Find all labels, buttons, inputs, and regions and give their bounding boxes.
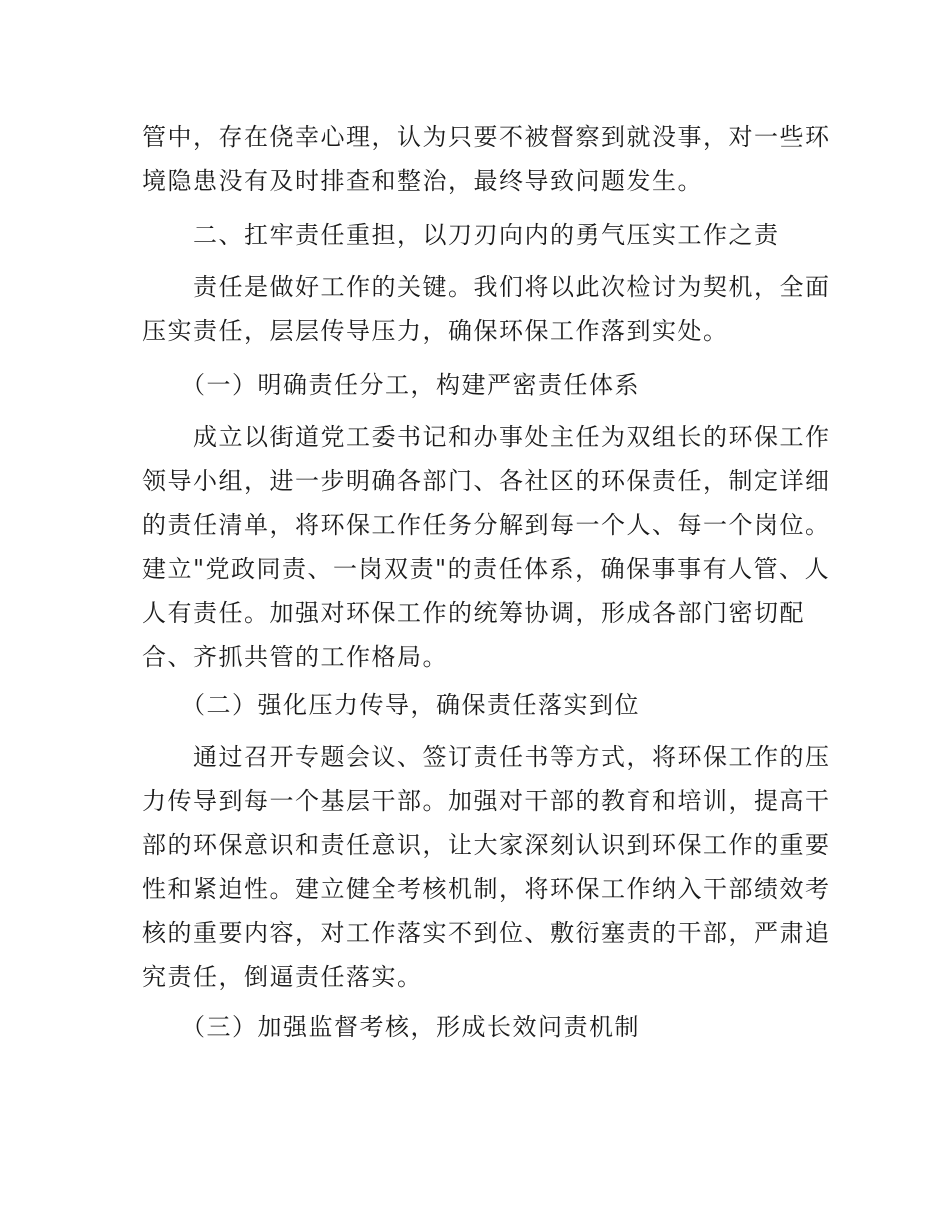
paragraph — [142, 735, 831, 999]
paragraph-continuation — [142, 115, 831, 203]
heading-line: （一）明确责任分工，构建严密责任体系 — [142, 371, 640, 399]
text-line: 核的重要内容，对工作落实不到位、敷衍塞责的干部，严肃追 — [142, 919, 831, 947]
text-line: 究责任，倒逼责任落实。 — [142, 963, 423, 991]
text-line: 领导小组，进一步明确各部门、各社区的环保责任，制定详细 — [142, 467, 831, 495]
text-line: 成立以街道党工委书记和办事处主任为双组长的环保工作 — [142, 423, 831, 451]
text-line: 部的环保意识和责任意识，让大家深刻认识到环保工作的重要 — [142, 831, 831, 859]
text-line: 人有责任。加强对环保工作的统筹协调，形成各部门密切配 — [142, 599, 805, 627]
text-line: 力传导到每一个基层干部。加强对干部的教育和培训，提高干 — [142, 787, 831, 815]
section-heading — [142, 213, 812, 257]
heading-line: 二、扛牢责任重担，以刀刃向内的勇气压实工作之责 — [142, 221, 780, 249]
paragraph — [142, 415, 831, 679]
heading-line: （二）强化压力传导，确保责任落实到位 — [142, 691, 640, 719]
text-line: 的责任清单，将环保工作任务分解到每一个人、每一个岗位。 — [142, 511, 831, 539]
subsection-heading — [142, 683, 812, 727]
text-line: 建立"党政同责、一岗双责"的责任体系，确保事事有人管、人 — [142, 555, 831, 583]
paragraph — [142, 265, 831, 353]
text-line: 通过召开专题会议、签订责任书等方式，将环保工作的压 — [142, 743, 831, 771]
subsection-heading — [142, 1005, 812, 1049]
text-line: 管中，存在侥幸心理，认为只要不被督察到就没事，对一些环 — [142, 123, 831, 151]
subsection-heading — [142, 363, 812, 407]
text-line: 合、齐抓共管的工作格局。 — [142, 643, 448, 671]
text-line: 境隐患没有及时排查和整治，最终导致问题发生。 — [142, 167, 703, 195]
heading-line: （三）加强监督考核，形成长效问责机制 — [142, 1013, 640, 1041]
text-line: 性和紧迫性。建立健全考核机制，将环保工作纳入干部绩效考 — [142, 875, 831, 903]
text-line: 责任是做好工作的关键。我们将以此次检讨为契机，全面 — [142, 273, 831, 301]
text-line: 压实责任，层层传导压力，确保环保工作落到实处。 — [142, 317, 729, 345]
